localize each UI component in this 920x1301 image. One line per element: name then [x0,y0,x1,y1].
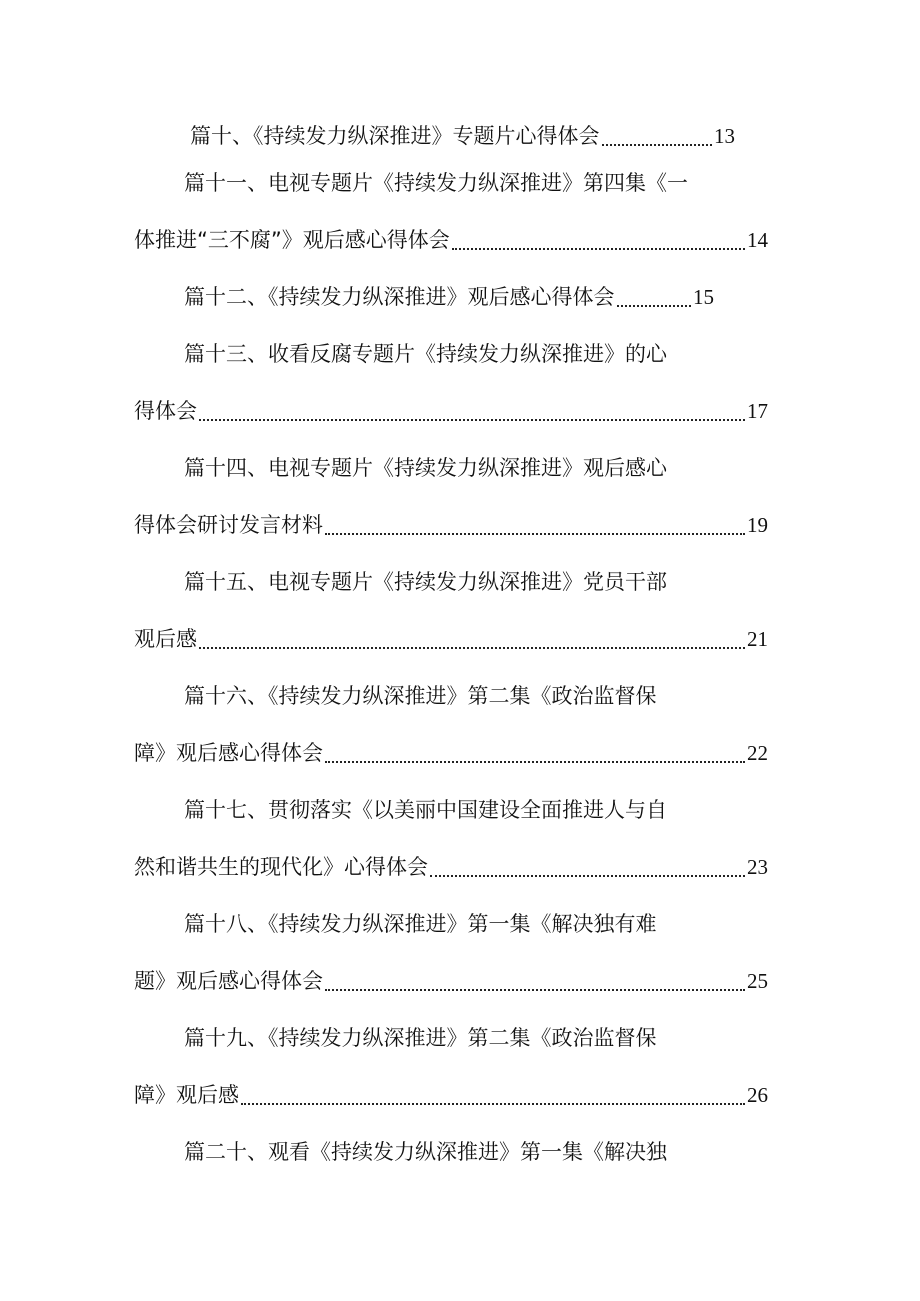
toc-entry-title: 篇十九、《持续发力纵深推进》第二集《政治监督保 [184,1026,657,1050]
dot-leader [602,144,713,146]
toc-page-number: 15 [693,285,714,309]
toc-entry-title: 篇十七、贯彻落实《以美丽中国建设全面推进人与自 [184,798,667,822]
toc-entry-10[interactable] [190,116,735,156]
toc-entry-title: 观后感 [134,627,197,651]
toc-entry-19-first-line[interactable] [184,1018,744,1058]
toc-entry-11-second-line[interactable] [134,220,768,260]
toc-entry-15-first-line[interactable] [184,562,744,602]
toc-entry-title: 篇十一、电视专题片《持续发力纵深推进》第四集《一 [184,171,688,195]
toc-entry-12[interactable] [184,277,714,317]
toc-entry-title: 得体会 [134,399,197,423]
toc-entry-18-second-line[interactable] [134,961,768,1001]
dot-leader [325,989,745,991]
toc-entry-title: 题》观后感心得体会 [134,969,323,993]
toc-entry-title: 篇十二、《持续发力纵深推进》观后感心得体会 [184,285,615,309]
dot-leader [241,1103,745,1105]
dot-leader [430,875,745,877]
toc-entry-20-first-line[interactable] [184,1132,744,1172]
toc-entry-19-second-line[interactable] [134,1075,768,1115]
toc-entry-title: 篇十六、《持续发力纵深推进》第二集《政治监督保 [184,684,657,708]
toc-page-number: 21 [747,627,768,651]
dot-leader [199,647,745,649]
toc-entry-title: 得体会研讨发言材料 [134,513,323,537]
dot-leader [617,305,692,307]
toc-entry-18-first-line[interactable] [184,904,744,944]
dot-leader [199,419,745,421]
toc-entry-title: 篇十四、电视专题片《持续发力纵深推进》观后感心 [184,456,667,480]
toc-page-number: 14 [747,228,768,252]
toc-entry-16-first-line[interactable] [184,676,744,716]
toc-entry-11-first-line[interactable] [184,163,744,203]
toc-entry-title: 篇十、《持续发力纵深推进》专题片心得体会 [190,124,600,148]
toc-entry-17-first-line[interactable] [184,790,744,830]
toc-entry-title: 障》观后感心得体会 [134,741,323,765]
toc-entry-14-second-line[interactable] [134,505,768,545]
toc-page-number: 13 [714,124,735,148]
toc-entry-17-second-line[interactable] [134,847,768,887]
toc-entry-13-first-line[interactable] [184,334,744,374]
dot-leader [452,248,745,250]
toc-entry-title: 篇十三、收看反腐专题片《持续发力纵深推进》的心 [184,342,667,366]
toc-page-number: 17 [747,399,768,423]
toc-entry-title: 篇二十、观看《持续发力纵深推进》第一集《解决独 [184,1140,667,1164]
dot-leader [325,533,745,535]
toc-entry-14-first-line[interactable] [184,448,744,488]
toc-page-number: 26 [747,1083,768,1107]
toc-page-number: 23 [747,855,768,879]
toc-entry-title: 体推进“三不腐”》观后感心得体会 [134,228,450,252]
toc-page-number: 19 [747,513,768,537]
toc-page-number: 25 [747,969,768,993]
dot-leader [325,761,745,763]
toc-entry-title: 障》观后感 [134,1083,239,1107]
toc-entry-title: 篇十八、《持续发力纵深推进》第一集《解决独有难 [184,912,657,936]
toc-entry-title: 然和谐共生的现代化》心得体会 [134,855,428,879]
toc-entry-16-second-line[interactable] [134,733,768,773]
toc-entry-13-second-line[interactable] [134,391,768,431]
toc-entry-title: 篇十五、电视专题片《持续发力纵深推进》党员干部 [184,570,667,594]
toc-page-number: 22 [747,741,768,765]
toc-entry-15-second-line[interactable] [134,619,768,659]
